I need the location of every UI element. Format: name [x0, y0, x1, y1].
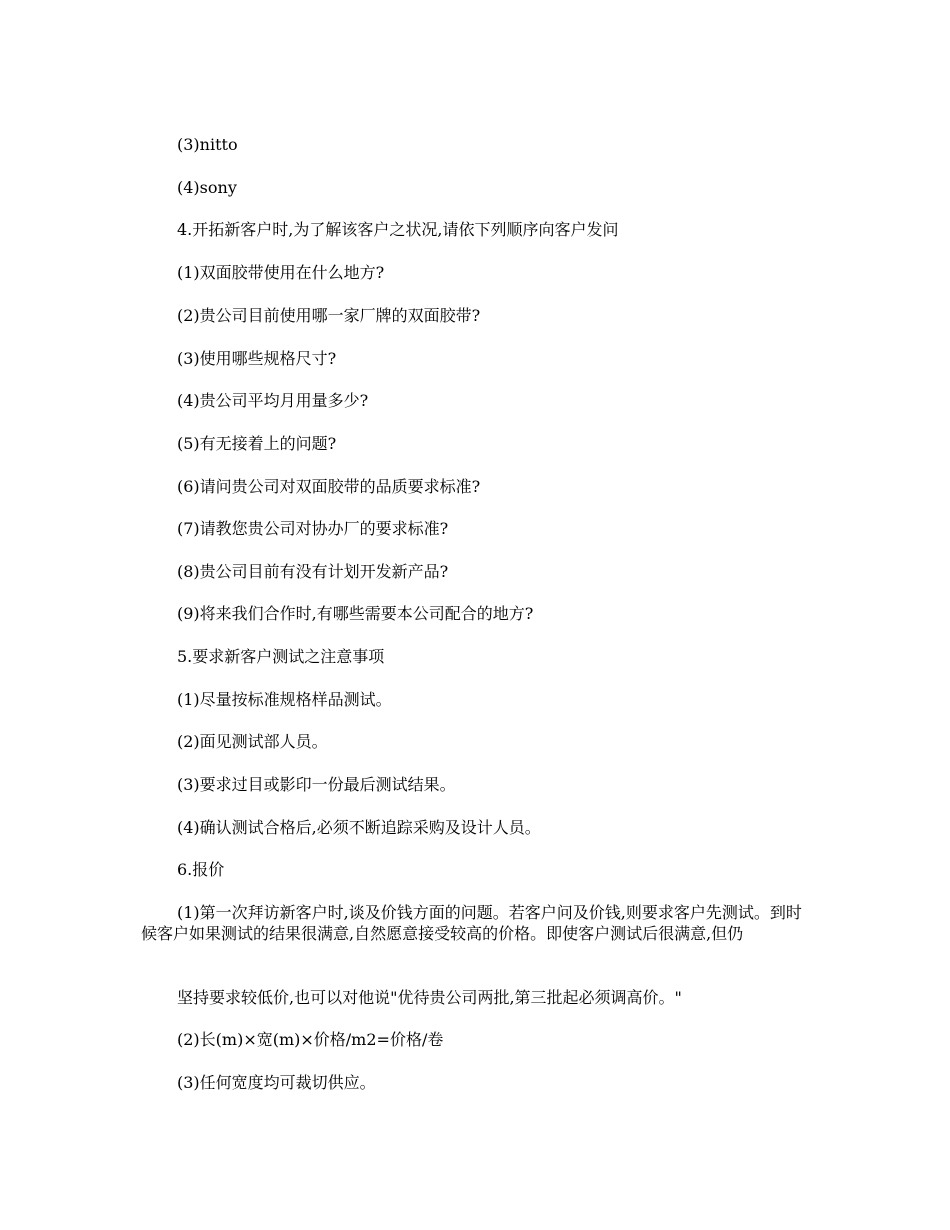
list-item: (5)有无接着上的问题? — [177, 434, 337, 453]
section-heading: 4.开拓新客户时,为了解该客户之状况,请依下列顺序向客户发问 — [177, 220, 619, 239]
list-item: (2)长(m)×宽(m)×价格/m2=价格/卷 — [177, 1030, 444, 1049]
body-paragraph: (1)第一次拜访新客户时,谈及价钱方面的问题。若客户问及价钱,则要求客户先测试。到时候客户如果测试的结果很满意,自然愿意接受较高的价格。即使客户测试后很满意,但仍 — [141, 903, 802, 943]
list-item: (2)面见测试部人员。 — [177, 732, 328, 751]
list-item: (3)nitto — [177, 135, 238, 154]
list-item: (4)sony — [177, 178, 237, 197]
list-item: (3)要求过目或影印一份最后测试结果。 — [177, 775, 456, 794]
list-item: (3)使用哪些规格尺寸? — [177, 349, 337, 368]
list-item: (1)尽量按标准规格样品测试。 — [177, 690, 392, 709]
list-item: (8)贵公司目前有没有计划开发新产品? — [177, 562, 449, 581]
list-item: (4)确认测试合格后,必须不断追踪采购及设计人员。 — [177, 818, 541, 837]
list-item: (1)双面胶带使用在什么地方? — [177, 263, 385, 282]
list-item: (7)请教您贵公司对协办厂的要求标准? — [177, 519, 449, 538]
section-heading: 5.要求新客户测试之注意事项 — [177, 647, 385, 666]
list-item: (4)贵公司平均月用量多少? — [177, 391, 369, 410]
list-item: (3)任何宽度均可裁切供应。 — [177, 1073, 376, 1092]
list-item: (9)将来我们合作时,有哪些需要本公司配合的地方? — [177, 604, 534, 623]
body-text: 坚持要求较低价,也可以对他说"优待贵公司两批,第三批起必须调高价。" — [177, 988, 682, 1007]
list-item: (6)请问贵公司对双面胶带的品质要求标准? — [177, 477, 481, 496]
list-item: (2)贵公司目前使用哪一家厂牌的双面胶带? — [177, 306, 481, 325]
section-heading: 6.报价 — [177, 860, 225, 879]
